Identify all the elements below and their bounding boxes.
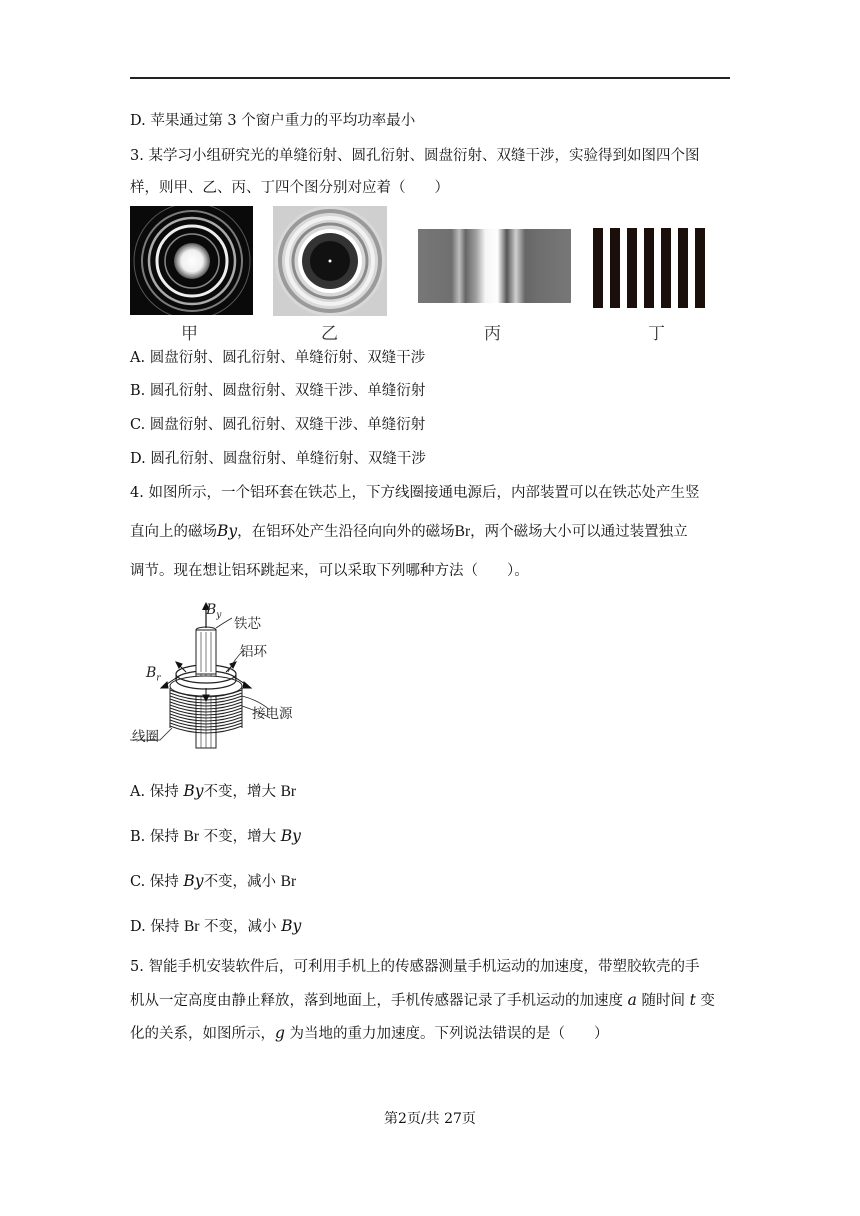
pattern-yi-image: [273, 206, 387, 316]
q5-stem-line3: 化的关系，如图所示，g 为当地的重力加速度。下列说法错误的是（ ）: [130, 1024, 609, 1042]
q5-stem-line1: 5. 智能手机安装软件后，可利用手机上的传感器测量手机运动的加速度，带塑胶软壳的手: [130, 959, 700, 975]
prev-option-d: D. 苹果通过第 3 个窗户重力的平均功率最小: [130, 113, 416, 129]
q3-option-b: B. 圆孔衍射、圆盘衍射、双缝干涉、单缝衍射: [130, 383, 426, 399]
q4-option-b: B. 保持 Br 不变，增大 By: [130, 827, 301, 845]
pattern-jia-image: [130, 206, 253, 315]
q4-option-d: D. 保持 Br 不变，减小 By: [130, 917, 302, 935]
q4-stem-text: ，两个磁场大小可以通过装置独立: [470, 524, 688, 540]
q3-option-d: D. 圆孔衍射、圆盘衍射、单缝衍射、双缝干涉: [130, 451, 426, 467]
page-footer: 第2页/共 27页: [384, 1111, 476, 1127]
iron-core-label: 铁芯: [234, 616, 261, 632]
al-ring-label: 铝环: [240, 644, 267, 660]
caption-ding: 丁: [648, 324, 665, 344]
q5-stem-line2: 机从一定高度由静止释放，落到地面上，手机传感器记录了手机运动的加速度 a 随时间 t 变: [130, 991, 715, 1009]
q3-stem-line1: 3. 某学习小组研究光的单缝衍射、圆孔衍射、圆盘衍射、双缝干涉，实验得到如图四个图: [130, 148, 700, 164]
coil-label: 线圈: [132, 729, 159, 745]
caption-jia: 甲: [181, 324, 198, 344]
br-symbol: Br: [454, 523, 471, 540]
caption-bing: 丙: [484, 324, 501, 344]
pattern-bing-image: [418, 229, 571, 303]
header-rule: [130, 77, 730, 79]
q4-stem-line3: 调节。现在想让铝环跳起来，可以采取下列哪种方法（ ）。: [130, 563, 529, 579]
br-label: $B_r$: [146, 665, 161, 684]
by-symbol: By: [217, 522, 238, 540]
q3-option-a: A. 圆盘衍射、圆孔衍射、单缝衍射、双缝干涉: [130, 350, 426, 366]
q4-stem-text: 直向上的磁场: [130, 524, 217, 540]
caption-yi: 乙: [321, 324, 338, 344]
q4-stem-line1: 4. 如图所示，一个铝环套在铁芯上，下方线圈接通电源后，内部装置可以在铁芯处产生竖: [130, 485, 700, 501]
q3-stem-line2: 样，则甲、乙、丙、丁四个图分别对应着（ ）: [130, 180, 449, 196]
q4-stem-line2: [130, 524, 688, 540]
by-label: $B_y$: [206, 602, 222, 621]
q4-option-a: A. 保持 By不变，增大 Br: [130, 782, 297, 800]
power-label: 接电源: [252, 706, 293, 722]
q4-stem-text: ，在铝环处产生沿径向向外的磁场: [237, 524, 455, 540]
q4-option-c: C. 保持 By不变，减小 Br: [130, 872, 297, 890]
q3-option-c: C. 圆盘衍射、圆孔衍射、双缝干涉、单缝衍射: [130, 417, 426, 433]
pattern-ding-image: [593, 228, 707, 308]
